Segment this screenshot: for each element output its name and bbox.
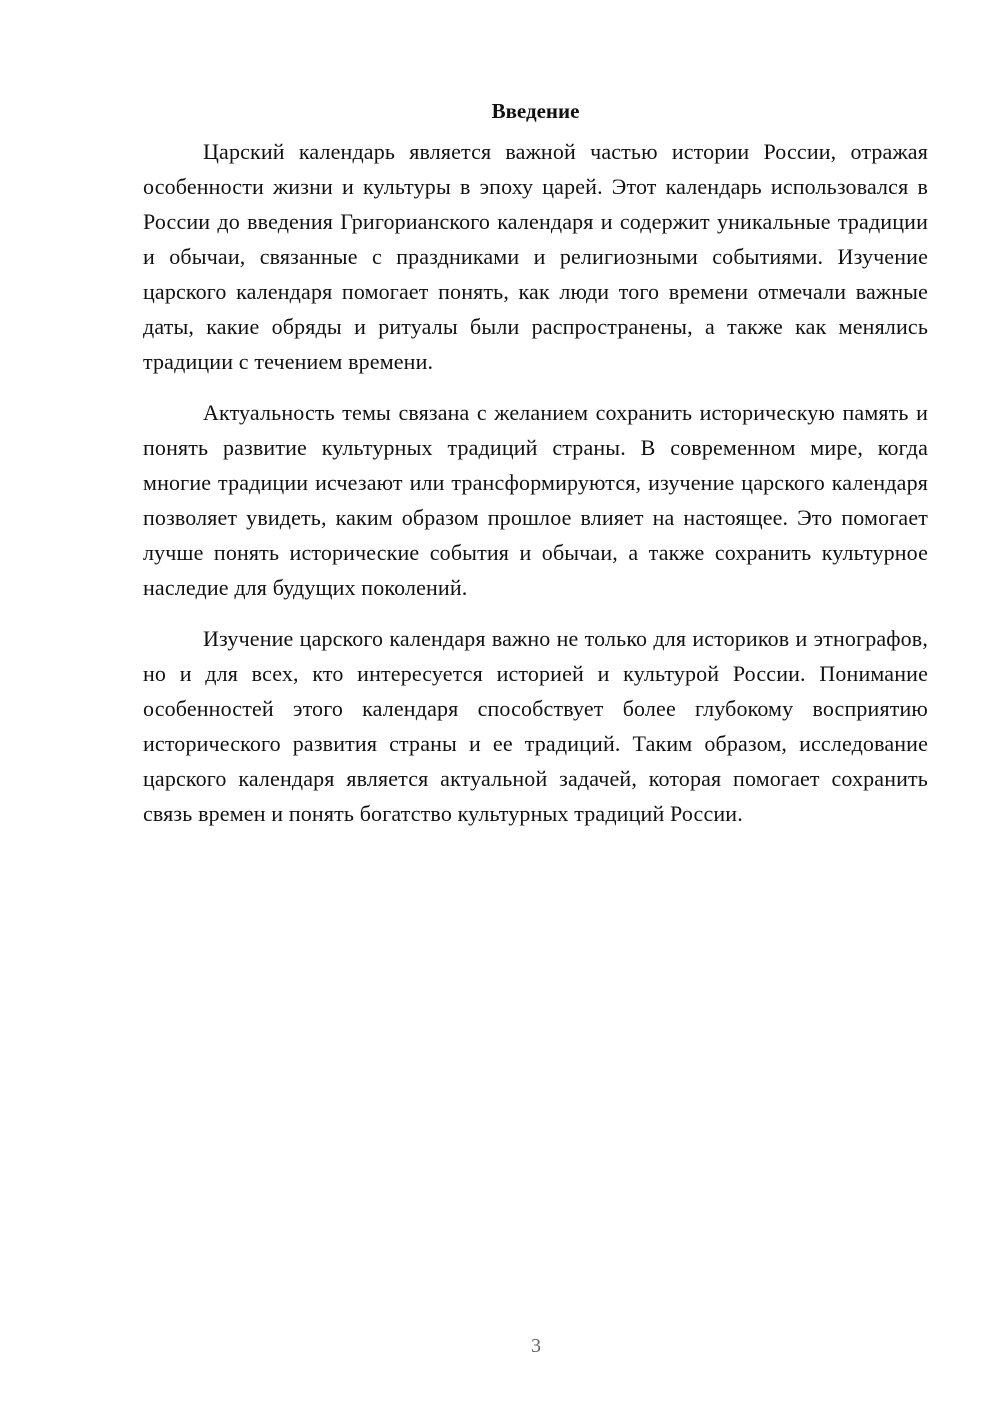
page-number: 3 xyxy=(531,1335,541,1357)
paragraph-relevance: Актуальность темы связана с желанием сохранить историческую память и понять развитие культурных традиций страны. В современном мире, когда многие традиции исчезают или трансформируются, изучение царского календаря позволяет увидеть, каким образом прошлое влияет на настоящее. Это помогает лучше понять исторические события и обычаи, а также сохранить культурное наследие для будущих поколений. xyxy=(143,400,928,600)
page-content xyxy=(143,96,928,847)
paragraph-conclusion: Изучение царского календаря важно не только для историков и этнографов, но и для всех, кто интересуется историей и культурой России. Понимание особенностей этого календаря способствует более глубокому восприятию исторического развития страны и ее традиций. Таким образом, исследование царского календаря является актуальной задачей, которая помогает сохранить связь времен и понять богатство культурных традиций России. xyxy=(143,626,928,826)
paragraph-intro: Царский календарь является важной частью истории России, отражая особенности жизни и культуры в эпоху царей. Этот календарь использовался в России до введения Григорианского календаря и содержит уникальные традиции и обычаи, связанные с праздниками и религиозными событиями. Изучение царского календаря помогает понять, как люди того времени отмечали важные даты, какие обряды и ритуалы были распространены, а также как менялись традиции с течением времени. xyxy=(143,139,928,374)
section-title: Введение xyxy=(491,99,580,123)
